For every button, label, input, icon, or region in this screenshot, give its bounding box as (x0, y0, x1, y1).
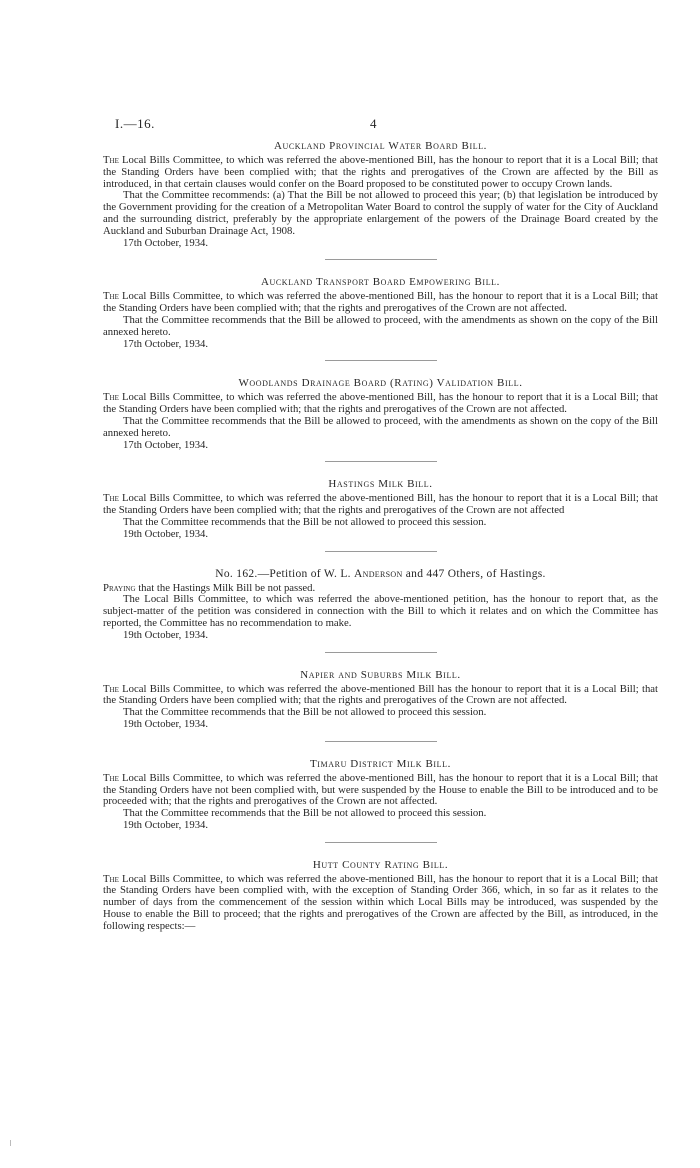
title-suffix: and 447 Others, of Hastings. (405, 567, 546, 580)
body-text: Local Bills Committee, to which was referred the above-mentioned Bill, has the honour to report that it is a Local Bill; that the Standing Orders have not been complied with, but were suspended by the House to enable the Bill to be introduced and to be proceeded with; that the rights and prerogatives of the Crown are not affected. (103, 771, 658, 808)
section-title: Hutt County Rating Bill. (312, 858, 449, 871)
recommendation: That the Committee recommends that the Bill be not allowed to proceed this session. (123, 515, 487, 528)
section-divider (325, 551, 437, 552)
section-title (103, 568, 658, 581)
section-hastings-milk-bill (103, 478, 658, 540)
recommendation: That the Committee recommends that the Bill be not allowed to proceed this session. (123, 807, 487, 820)
lead-word: Praying (103, 581, 136, 594)
section-divider (325, 461, 437, 462)
page-header (115, 116, 635, 136)
section-divider (325, 652, 437, 653)
section-title: Auckland Transport Board Empowering Bill. (260, 276, 501, 289)
recommendation: That the Committee recommends that the Bill be not allowed to proceed this session. (123, 706, 487, 719)
section-body (103, 291, 658, 315)
section-divider (325, 842, 437, 843)
section-timaru-milk-bill (103, 758, 658, 832)
section-divider (325, 259, 437, 260)
report-date: 17th October, 1934. (123, 337, 209, 350)
lead-word: The (103, 290, 119, 303)
section-divider (325, 741, 437, 742)
lead-word: The (103, 391, 119, 404)
parliamentary-paper-reference: I.—16. (115, 116, 155, 131)
report-date: 17th October, 1934. (123, 236, 209, 249)
recommendation: That the Committee recommends: (a) That the Bill be not allowed to proceed this year; (b) that legislation be introduced by the Government providing for the creation of a Metropolitan Water Board to control the supply of water for the City of Auckland and the surrounding district, preferably by the appropriate enlargement of the powers of the Drainage Board created by the Auckland and Suburban Drainage Act, 1908. (103, 189, 658, 237)
section-title: Hastings Milk Bill. (328, 478, 433, 491)
report-date: 19th October, 1934. (123, 818, 209, 831)
body-text: Local Bills Committee, to which was referred the above-mentioned Bill, has the honour to report that it is a Local Bill; that the Standing Orders have been complied with; that the rights and prerogatives of the Crown are not affected (103, 492, 658, 517)
section-petition-162 (103, 568, 658, 642)
report-date: 19th October, 1934. (123, 527, 209, 540)
lead-word: The (103, 154, 119, 166)
section-auckland-transport-board (103, 276, 658, 350)
body-text: Local Bills Committee, to which was referred the above-mentioned Bill, has the honour to report that it is a Local Bill; that the Standing Orders have been complied with; that the rights and prerogatives of the Crown are not affected. (103, 290, 658, 315)
section-title: Timaru District Milk Bill. (309, 757, 452, 770)
section-napier-milk-bill (103, 669, 658, 731)
page-number: 4 (370, 116, 377, 131)
margin-mark (10, 1140, 11, 1146)
report-content (103, 140, 658, 933)
petitioner-name: Anderson (354, 567, 403, 580)
recommendation: That the Committee recommends that the Bill be allowed to proceed, with the amendments as shown on the copy of the Bill annexed hereto. (103, 414, 658, 439)
section-body (103, 392, 658, 416)
body-text: Local Bills Committee, to which was referred the above-mentioned Bill, has the honour to report that it is a Local Bill; that the Standing Orders have been complied with; that the rights and prerogatives of the Crown are affected by the Bill as introduced, in that certain clauses would confer on the Board proposed to be constituted power to occupy Crown lands. (103, 154, 658, 190)
lead-word: The (103, 872, 119, 885)
section-title: Napier and Suburbs Milk Bill. (300, 668, 461, 681)
report-date: 17th October, 1934. (123, 438, 209, 451)
section-body (103, 684, 658, 708)
title-prefix: No. 162.—Petition of W. L. (215, 567, 351, 580)
lead-word: The (103, 682, 119, 695)
body-text: Local Bills Committee, to which was referred the above-mentioned Bill has the honour to report that it is a Local Bill; that the Standing Orders have been complied with; that the rights and prerogatives of the Crown are not affected. (103, 682, 659, 707)
section-title: Auckland Provincial Water Board Bill. (273, 140, 488, 152)
section-title: Woodlands Drainage Board (Rating) Validation Bill. (238, 377, 523, 390)
section-body (103, 773, 658, 808)
section-body (103, 155, 658, 190)
section-divider (325, 360, 437, 361)
lead-word: The (103, 771, 119, 784)
section-body (103, 874, 658, 933)
committee-report: The Local Bills Committee, to which was referred the above-mentioned petition, has the honour to report that, as the subject-matter of the petition was considered in connection with the Bill to which it relates and on which the Committee has reported, the Committee has no recommendation to make. (103, 593, 658, 629)
lead-word: The (103, 492, 119, 505)
body-text: Local Bills Committee, to which was referred the above-mentioned Bill, has the honour to report that it is a Local Bill; that the Standing Orders have been complied with; that the rights and prerogatives of the Crown are not affected. (103, 391, 658, 416)
report-date: 19th October, 1934. (123, 717, 209, 730)
report-date: 19th October, 1934. (123, 628, 209, 641)
section-woodlands-drainage-board (103, 377, 658, 451)
section-auckland-provincial-water-board (103, 140, 658, 249)
section-body (103, 493, 658, 517)
body-text: Local Bills Committee, to which was referred the above-mentioned Bill, has the honour to report that it is a Local Bill; that the Standing Orders have been complied with, with the exception of Standing Order 366, which, in so far as it relates to the number of days from the commencement of the session within which Local Bills may be introduced, was suspended by the House to enable the Bill to proceed; that the rights and prerogatives of the Crown are affected by the Bill, as introduced, in the following respects:— (103, 872, 658, 932)
recommendation: That the Committee recommends that the Bill be allowed to proceed, with the amendments as shown on the copy of the Bill annexed hereto. (103, 313, 658, 338)
body-text: that the Hastings Milk Bill be not passed. (138, 581, 316, 594)
section-hutt-county-rating-bill (103, 859, 658, 933)
